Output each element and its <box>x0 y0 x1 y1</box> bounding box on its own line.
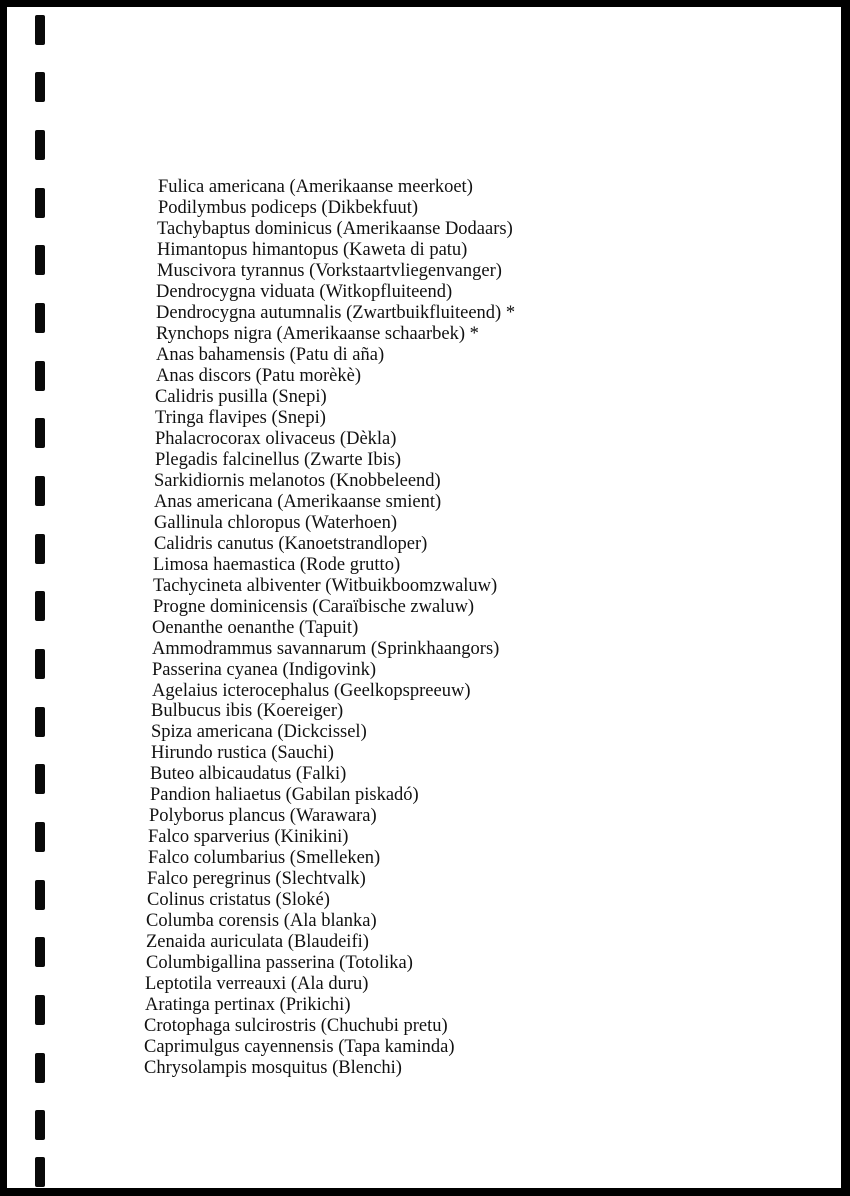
species-item: Anas americana (Amerikaanse smient) <box>154 492 442 512</box>
binding-hole <box>35 15 45 45</box>
species-item: Tachybaptus dominicus (Amerikaanse Dodaars) <box>157 219 513 239</box>
species-item: Oenanthe oenanthe (Tapuit) <box>152 618 359 638</box>
binding-hole <box>35 245 45 275</box>
species-item: Polyborus plancus (Warawara) <box>149 806 377 826</box>
species-item: Muscivora tyrannus (Vorkstaartvliegenvanger) <box>157 261 502 281</box>
binding-hole <box>35 995 45 1025</box>
species-item: Anas bahamensis (Patu di aña) <box>156 345 385 365</box>
species-item: Rynchops nigra (Amerikaanse schaarbek) * <box>156 324 479 344</box>
species-item: Gallinula chloropus (Waterhoen) <box>154 513 398 533</box>
binding-hole <box>35 418 45 448</box>
binding-hole <box>35 707 45 737</box>
species-item: Calidris pusilla (Snepi) <box>155 387 327 407</box>
species-item: Limosa haemastica (Rode grutto) <box>153 555 401 575</box>
species-item: Chrysolampis mosquitus (Blenchi) <box>144 1058 402 1078</box>
species-item: Leptotila verreauxi (Ala duru) <box>145 974 369 994</box>
binding-hole <box>35 476 45 506</box>
species-item: Agelaius icterocephalus (Geelkopspreeuw) <box>152 681 471 701</box>
binding-hole <box>35 822 45 852</box>
species-item: Zenaida auriculata (Blaudeifi) <box>146 932 369 952</box>
species-item: Dendrocygna viduata (Witkopfluiteend) <box>156 282 453 302</box>
species-item: Plegadis falcinellus (Zwarte Ibis) <box>155 450 402 470</box>
species-item: Podilymbus podiceps (Dikbekfuut) <box>158 198 419 218</box>
binding-hole <box>35 72 45 102</box>
species-item: Tringa flavipes (Snepi) <box>155 408 326 428</box>
species-item: Columbigallina passerina (Totolika) <box>146 953 413 973</box>
species-item: Sarkidiornis melanotos (Knobbeleend) <box>154 471 441 491</box>
species-item: Buteo albicaudatus (Falki) <box>150 764 347 784</box>
species-item: Pandion haliaetus (Gabilan piskadó) <box>150 785 419 805</box>
binding-hole <box>35 1157 45 1187</box>
binding-hole <box>35 534 45 564</box>
species-item: Bulbucus ibis (Koereiger) <box>151 701 344 721</box>
species-item: Columba corensis (Ala blanka) <box>146 911 377 931</box>
species-item: Falco sparverius (Kinikini) <box>148 827 349 847</box>
species-item: Ammodrammus savannarum (Sprinkhaangors) <box>152 639 500 659</box>
species-item: Caprimulgus cayennensis (Tapa kaminda) <box>144 1037 455 1057</box>
binding-hole <box>35 1053 45 1083</box>
species-item: Dendrocygna autumnalis (Zwartbuikfluiteend) * <box>156 303 516 323</box>
species-item: Progne dominicensis (Caraïbische zwaluw) <box>153 597 475 617</box>
species-item: Tachycineta albiventer (Witbuikboomzwaluw) <box>153 576 498 596</box>
binding-hole <box>35 130 45 160</box>
species-item: Spiza americana (Dickcissel) <box>151 722 367 742</box>
species-item: Aratinga pertinax (Prikichi) <box>145 995 351 1015</box>
binding-hole <box>35 880 45 910</box>
species-item: Fulica americana (Amerikaanse meerkoet) <box>158 177 473 197</box>
binding-hole <box>35 303 45 333</box>
species-item: Anas discors (Patu morèkè) <box>156 366 361 386</box>
species-item: Colinus cristatus (Sloké) <box>147 890 330 910</box>
species-item: Phalacrocorax olivaceus (Dèkla) <box>155 429 397 449</box>
binding-hole <box>35 1110 45 1140</box>
binding-hole <box>35 591 45 621</box>
species-item: Himantopus himantopus (Kaweta di patu) <box>157 240 468 260</box>
binding-hole <box>35 764 45 794</box>
species-item: Falco columbarius (Smelleken) <box>148 848 381 868</box>
binding-hole <box>35 649 45 679</box>
species-item: Passerina cyanea (Indigovink) <box>152 660 376 680</box>
binding-hole <box>35 188 45 218</box>
species-item: Hirundo rustica (Sauchi) <box>151 743 334 763</box>
species-item: Falco peregrinus (Slechtvalk) <box>147 869 366 889</box>
species-item: Calidris canutus (Kanoetstrandloper) <box>154 534 428 554</box>
species-item: Crotophaga sulcirostris (Chuchubi pretu) <box>144 1016 448 1036</box>
binding-hole <box>35 361 45 391</box>
binding-hole <box>35 937 45 967</box>
document-page <box>7 7 841 1188</box>
